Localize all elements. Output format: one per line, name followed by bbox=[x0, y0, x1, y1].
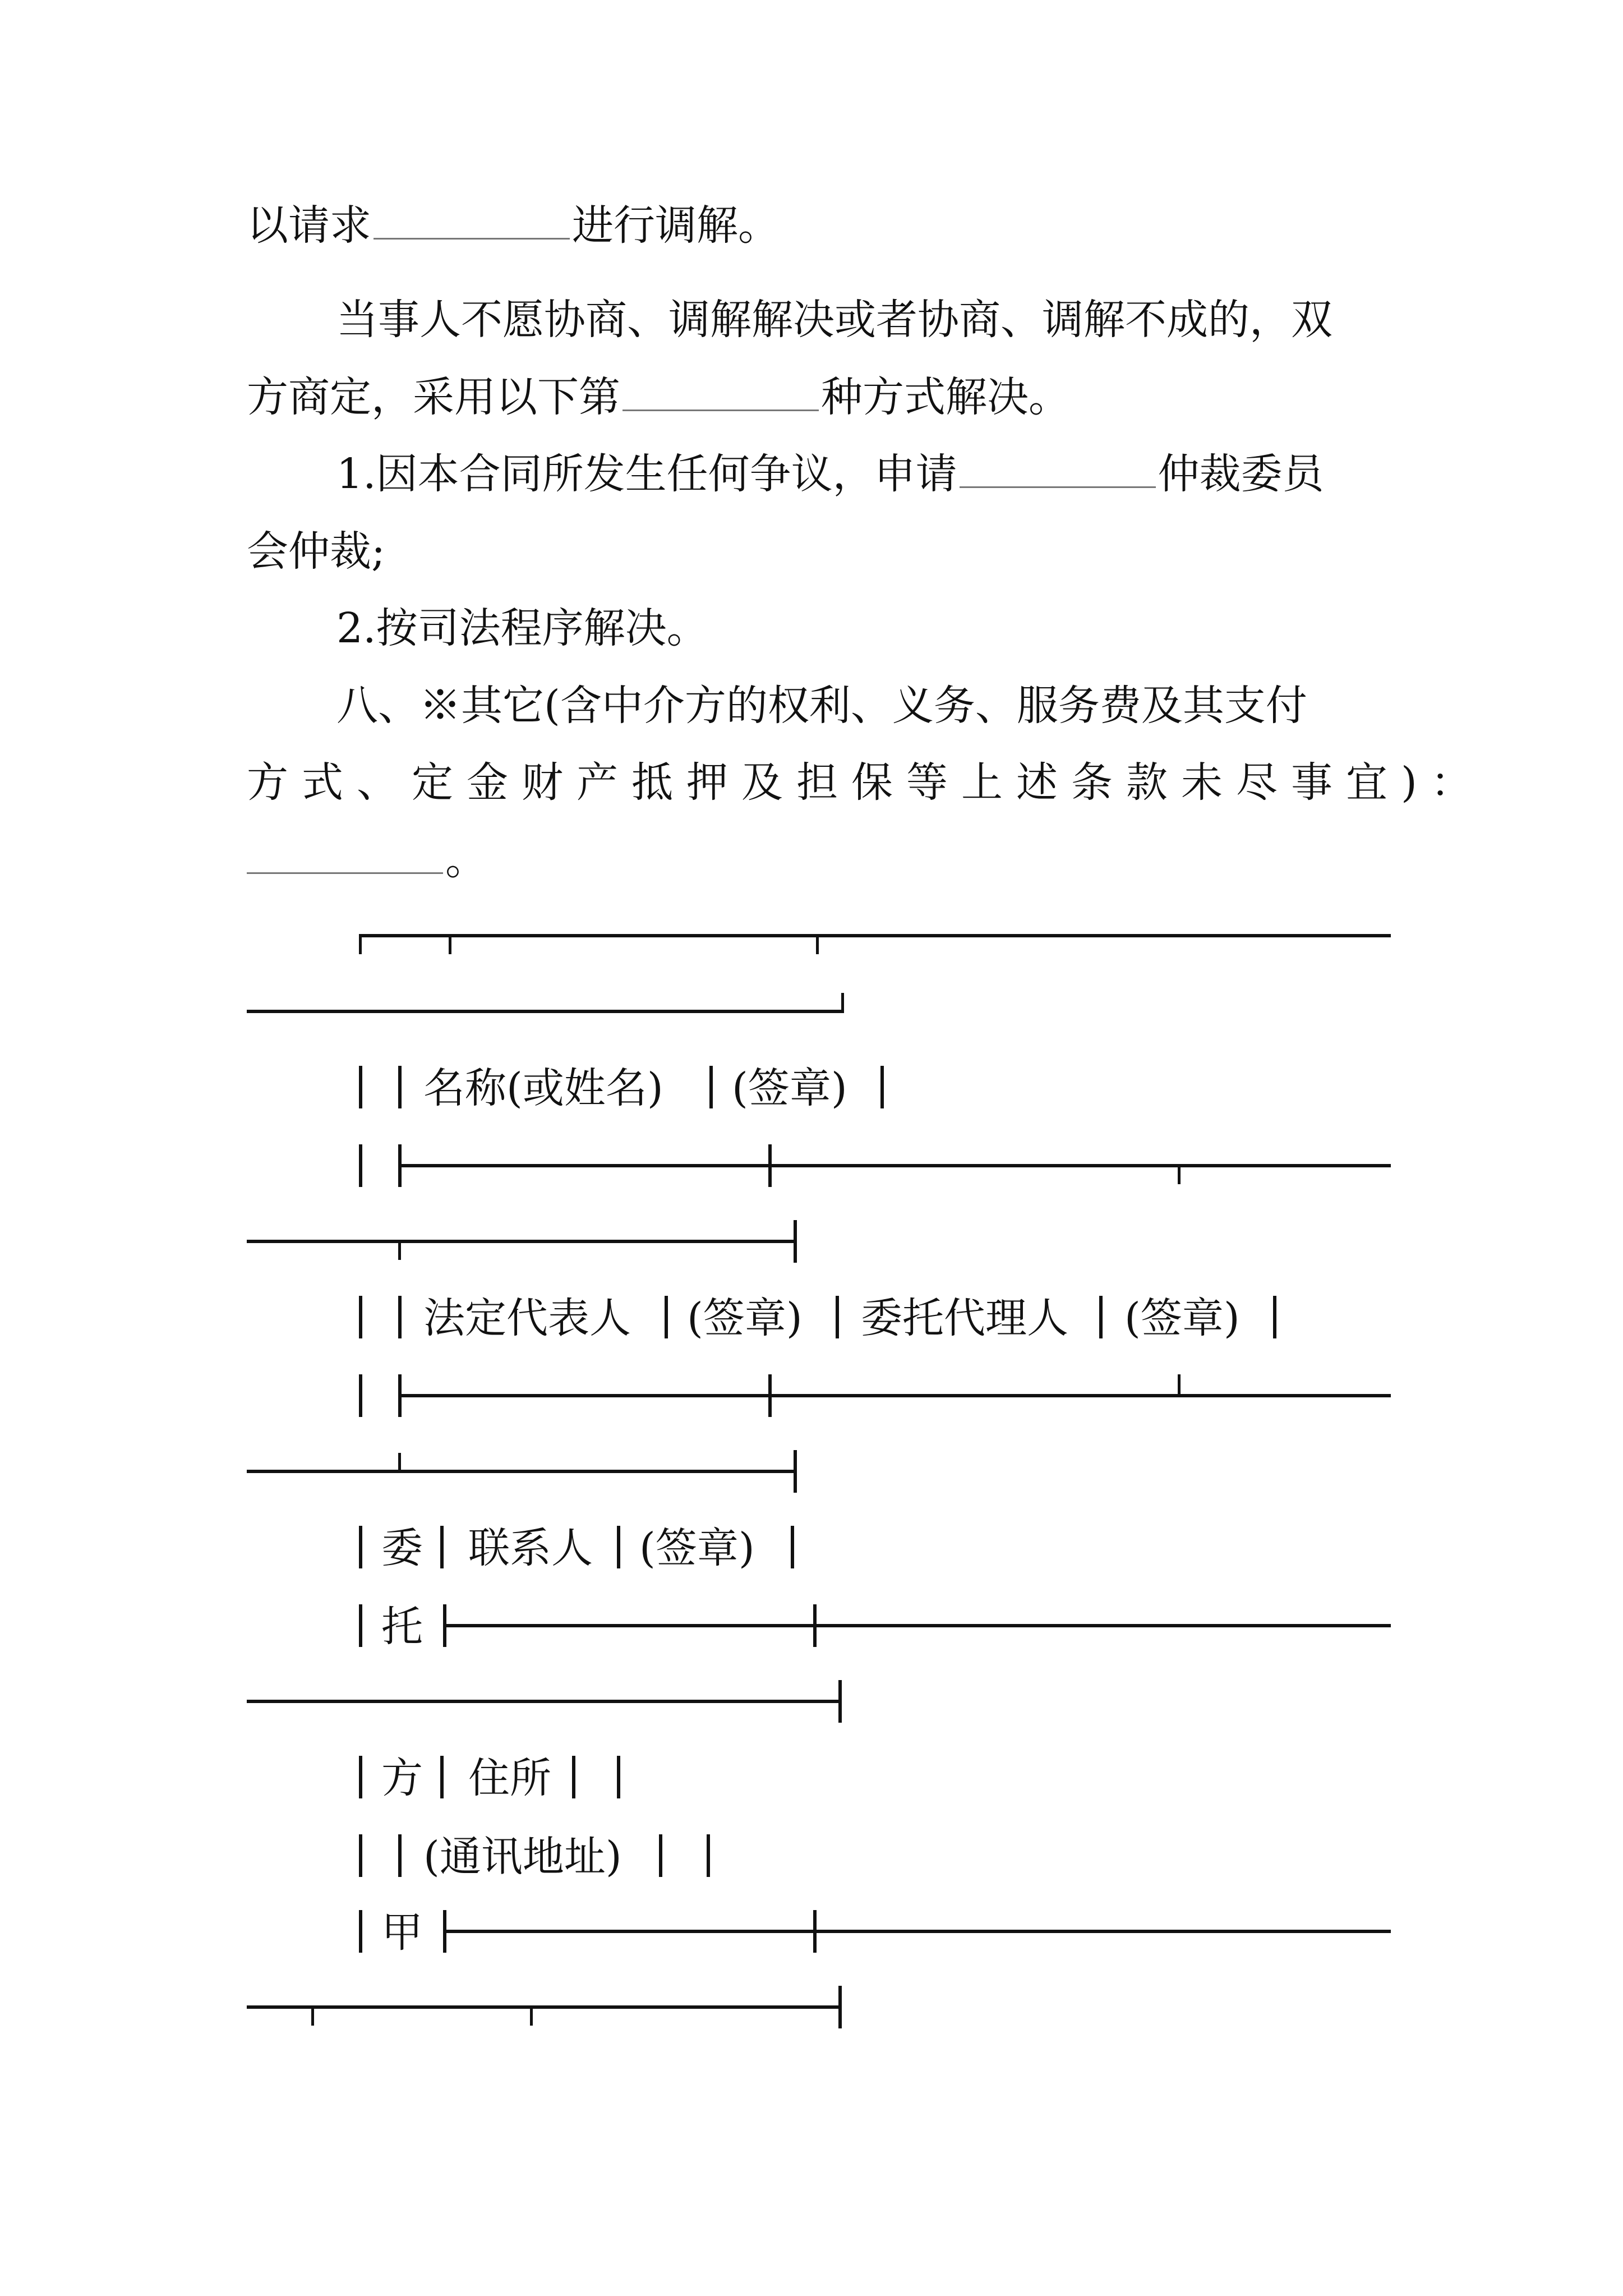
table-border bbox=[709, 1066, 713, 1108]
paragraph-mediation bbox=[247, 197, 1391, 254]
table-rule bbox=[359, 934, 1391, 937]
text: 进行调解。 bbox=[572, 201, 780, 250]
table-border bbox=[813, 1604, 817, 1647]
text: 以请求 bbox=[247, 201, 371, 250]
paragraph-judicial bbox=[336, 600, 1481, 656]
label-sign: (签章) bbox=[732, 1064, 847, 1112]
table-border bbox=[440, 1756, 444, 1798]
table-border bbox=[794, 1450, 797, 1493]
label-sign: (签章) bbox=[687, 1294, 803, 1342]
table-rule bbox=[247, 1240, 796, 1243]
table-tick bbox=[398, 1240, 401, 1260]
table-border bbox=[359, 1374, 362, 1417]
table-border bbox=[791, 1526, 794, 1568]
table-border bbox=[398, 1066, 402, 1108]
label-address-sub: (通讯地址) bbox=[423, 1833, 622, 1881]
paragraph-dispute-line2 bbox=[247, 369, 1391, 425]
table-border bbox=[359, 1756, 362, 1798]
paragraph-arbitration-line1 bbox=[336, 446, 1481, 502]
label-address: 住所 bbox=[468, 1754, 551, 1802]
blank-field-other-terms[interactable] bbox=[247, 833, 443, 874]
text: 1.因本合同所发生任何争议，申请 bbox=[336, 450, 957, 498]
table-rule bbox=[247, 1470, 796, 1473]
paragraph-other-line1 bbox=[336, 678, 1481, 734]
table-border bbox=[768, 1144, 772, 1187]
table-border bbox=[665, 1296, 668, 1338]
table-rule bbox=[247, 1010, 844, 1013]
table-border bbox=[398, 1834, 402, 1877]
label-party-char: 甲 bbox=[381, 1908, 423, 1957]
table-border bbox=[617, 1756, 620, 1798]
text: 种方式解决。 bbox=[821, 373, 1070, 421]
table-tick bbox=[311, 2005, 314, 2026]
sign-area-name[interactable] bbox=[723, 1066, 869, 1108]
paragraph-other-line2 bbox=[247, 754, 1486, 811]
paragraph-arbitration-line2 bbox=[247, 523, 1391, 579]
table-tick bbox=[1178, 1164, 1181, 1184]
label-sign: (签章) bbox=[1124, 1294, 1240, 1342]
table-border bbox=[398, 1296, 402, 1338]
table-border bbox=[359, 1834, 362, 1877]
table-border bbox=[707, 1834, 710, 1877]
table-border bbox=[617, 1526, 620, 1568]
table-border bbox=[838, 1680, 842, 1723]
table-corner bbox=[359, 934, 362, 954]
label-agent: 委托代理人 bbox=[861, 1294, 1068, 1342]
blank-field-method-number[interactable] bbox=[623, 370, 819, 411]
table-tick bbox=[530, 2005, 533, 2026]
label-party-char: 托 bbox=[381, 1603, 423, 1651]
table-border bbox=[1273, 1296, 1276, 1338]
table-border bbox=[359, 1526, 362, 1568]
table-border bbox=[359, 1144, 362, 1187]
text: 八、※其它(含中介方的权利、义务、服务费及其支付 bbox=[336, 682, 1307, 730]
table-tick bbox=[398, 1453, 401, 1473]
table-border bbox=[813, 1910, 817, 1953]
paragraph-other-line3 bbox=[247, 832, 1391, 888]
table-rule bbox=[398, 1394, 1391, 1397]
table-border bbox=[359, 1296, 362, 1338]
table-border bbox=[572, 1756, 575, 1798]
table-border bbox=[359, 1910, 362, 1953]
table-rule bbox=[443, 1624, 1391, 1627]
table-border bbox=[794, 1220, 797, 1263]
label-party-char: 委 bbox=[381, 1524, 423, 1572]
table-rule bbox=[398, 1164, 1391, 1167]
table-border bbox=[359, 1066, 362, 1108]
text: 方式、定金财产抵押及担保等上述条款未尽事宜)： bbox=[247, 758, 1486, 807]
paragraph-dispute-line1 bbox=[336, 292, 1481, 348]
label-party-char: 方 bbox=[381, 1754, 423, 1802]
table-tick bbox=[449, 934, 451, 954]
table-border bbox=[768, 1374, 772, 1417]
text: 会仲裁; bbox=[247, 527, 385, 576]
table-border bbox=[1099, 1296, 1103, 1338]
label-legal-representative: 法定代表人 bbox=[423, 1294, 631, 1342]
text: 仲裁委员 bbox=[1158, 450, 1324, 498]
table-border bbox=[440, 1526, 444, 1568]
table-rule bbox=[247, 2005, 841, 2009]
text: 。 bbox=[445, 836, 487, 884]
table-corner bbox=[841, 993, 844, 1013]
text: 方商定，采用以下第 bbox=[247, 373, 620, 421]
blank-field-mediator[interactable] bbox=[374, 199, 570, 240]
table-tick bbox=[816, 934, 819, 954]
blank-field-arbitration-commission[interactable] bbox=[960, 447, 1156, 488]
table-border bbox=[836, 1296, 839, 1338]
text: 当事人不愿协商、调解解决或者协商、调解不成的，双 bbox=[336, 296, 1332, 344]
table-border bbox=[838, 1986, 842, 2028]
table-tick bbox=[1178, 1374, 1181, 1395]
table-border bbox=[359, 1604, 362, 1647]
label-sign: (签章) bbox=[639, 1524, 755, 1572]
table-border bbox=[659, 1834, 662, 1877]
table-rule bbox=[247, 1700, 841, 1703]
label-name: 名称(或姓名) bbox=[423, 1064, 663, 1112]
text: 2.按司法程序解决。 bbox=[336, 604, 708, 652]
table-border bbox=[880, 1066, 884, 1108]
label-contact: 联系人 bbox=[468, 1524, 593, 1572]
table-rule bbox=[443, 1930, 1391, 1933]
